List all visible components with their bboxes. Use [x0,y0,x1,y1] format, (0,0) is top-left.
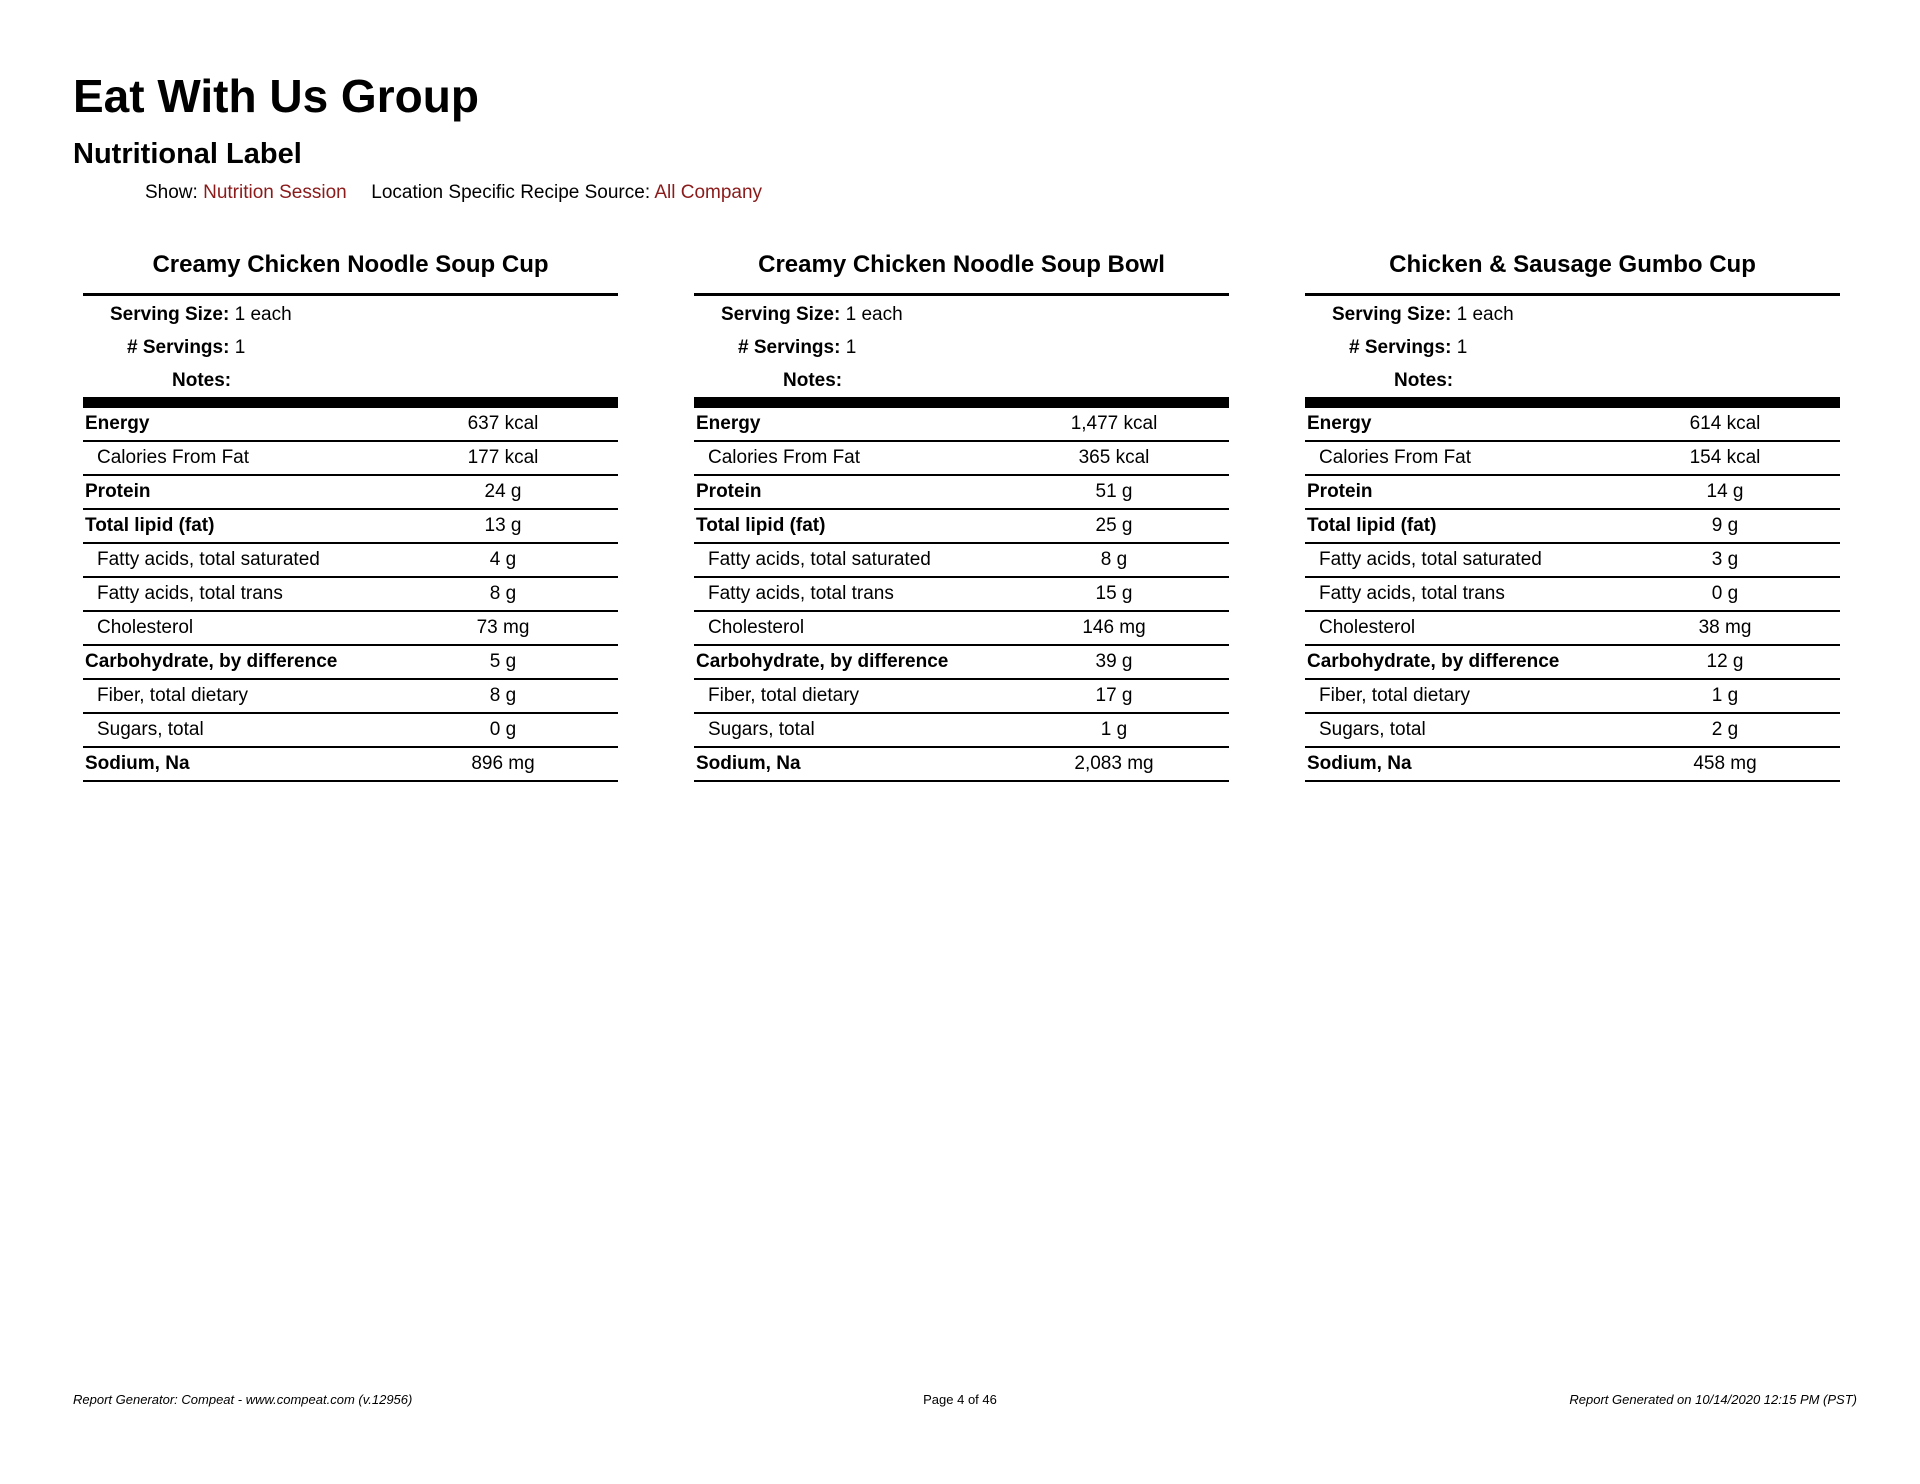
serving-info [1305,296,1840,397]
nutrient-row-trans-fat [694,578,1229,612]
nutrient-value: 177 kcal [467,447,539,468]
nutrient-name: Fatty acids, total saturated [708,549,931,570]
nutrient-name: Carbohydrate, by difference [85,651,338,672]
nutrient-row-total-fat [1305,510,1840,544]
nutrient-value: 614 kcal [1689,413,1761,434]
nutrient-row-sodium [83,748,618,782]
heavy-divider [694,397,1229,408]
nutrient-value: 1,477 kcal [1070,413,1158,434]
nutrient-row-fiber [694,680,1229,714]
serving-size-label: Serving Size: [1332,304,1452,325]
nutrient-value: 8 g [489,685,517,706]
servings-value: 1 [1456,337,1468,358]
nutrition-card [1305,245,1840,782]
serving-size-label: Serving Size: [721,304,841,325]
page-number-footer: Page 4 of 46 [923,1392,997,1407]
nutrient-name: Fiber, total dietary [1319,685,1471,706]
notes-row [1394,364,1453,397]
nutrient-row-fiber [1305,680,1840,714]
nutrient-name: Protein [85,481,151,502]
nutrient-name: Carbohydrate, by difference [696,651,949,672]
recipe-title: Chicken & Sausage Gumbo Cup [1305,245,1840,296]
nutrient-value: 2,083 mg [1074,753,1154,774]
servings-row [127,331,245,364]
location-value: All Company [654,182,763,203]
nutrient-row-cholesterol [83,612,618,646]
nutrient-row-saturated-fat [83,544,618,578]
notes-label: Notes: [172,370,232,391]
serving-size-value: 1 each [845,304,903,325]
nutrient-row-sodium [694,748,1229,782]
nutrient-value: 0 g [489,719,517,740]
serving-size-value: 1 each [1456,304,1514,325]
nutrient-row-fiber [83,680,618,714]
serving-size-row [1332,298,1514,331]
servings-label: # Servings: [738,337,841,358]
nutrient-name: Calories From Fat [708,447,861,468]
nutrient-name: Energy [696,413,761,434]
nutrient-value: 365 kcal [1078,447,1150,468]
nutrient-row-energy [1305,408,1840,442]
nutrient-row-cholesterol [694,612,1229,646]
nutrient-name: Cholesterol [708,617,805,638]
nutrient-value: 458 mg [1693,753,1757,774]
nutrient-row-sugars [694,714,1229,748]
recipe-title: Creamy Chicken Noodle Soup Bowl [694,245,1229,296]
nutrient-value: 38 mg [1698,617,1752,638]
notes-label: Notes: [783,370,843,391]
nutrient-value: 3 g [1711,549,1739,570]
nutrient-row-energy [83,408,618,442]
nutrient-name: Cholesterol [97,617,194,638]
nutrient-value: 0 g [1711,583,1739,604]
nutrient-name: Energy [1307,413,1372,434]
nutrient-name: Fatty acids, total trans [1319,583,1505,604]
recipe-title: Creamy Chicken Noodle Soup Cup [83,245,618,296]
report-filters [145,180,762,206]
heavy-divider [1305,397,1840,408]
nutrient-row-energy [694,408,1229,442]
nutrient-row-protein [83,476,618,510]
nutrient-row-protein [694,476,1229,510]
serving-info [83,296,618,397]
nutrient-name: Protein [1307,481,1373,502]
nutrient-row-saturated-fat [694,544,1229,578]
nutrient-value: 2 g [1711,719,1739,740]
nutrient-value: 8 g [489,583,517,604]
nutrient-row-total-fat [83,510,618,544]
nutrient-row-calories-from-fat [694,442,1229,476]
notes-label: Notes: [1394,370,1454,391]
servings-value: 1 [234,337,246,358]
nutrient-value: 896 mg [471,753,535,774]
servings-label: # Servings: [127,337,230,358]
nutrient-value: 13 g [484,515,522,536]
nutrient-value: 8 g [1100,549,1128,570]
nutrient-value: 51 g [1095,481,1133,502]
nutrient-name: Fiber, total dietary [708,685,860,706]
nutrient-value: 1 g [1100,719,1128,740]
nutrient-name: Fatty acids, total saturated [1319,549,1542,570]
nutrient-name: Sodium, Na [1307,753,1412,774]
nutrient-name: Sugars, total [97,719,204,740]
nutrition-card [694,245,1229,782]
serving-size-value: 1 each [234,304,292,325]
nutrient-value: 12 g [1706,651,1744,672]
location-label: Location Specific Recipe Source: [371,182,651,203]
serving-size-row [110,298,292,331]
notes-row [172,364,231,397]
nutrient-value: 5 g [489,651,517,672]
nutrient-name: Total lipid (fat) [1307,515,1437,536]
nutrient-value: 24 g [484,481,522,502]
heavy-divider [83,397,618,408]
servings-value: 1 [845,337,857,358]
serving-size-row [721,298,903,331]
nutrient-name: Carbohydrate, by difference [1307,651,1560,672]
servings-row [738,331,856,364]
nutrient-name: Protein [696,481,762,502]
nutrient-value: 9 g [1711,515,1739,536]
nutrient-name: Fiber, total dietary [97,685,249,706]
nutrient-value: 17 g [1095,685,1133,706]
nutrient-name: Total lipid (fat) [696,515,826,536]
company-title: Eat With Us Group [73,70,479,122]
nutrient-row-calories-from-fat [83,442,618,476]
nutrient-value: 39 g [1095,651,1133,672]
show-label: Show: [145,182,198,203]
servings-label: # Servings: [1349,337,1452,358]
nutrient-name: Fatty acids, total saturated [97,549,320,570]
nutrient-value: 154 kcal [1689,447,1761,468]
nutrient-row-calories-from-fat [1305,442,1840,476]
nutrient-name: Fatty acids, total trans [97,583,283,604]
nutrient-name: Sugars, total [1319,719,1426,740]
report-generated-footer: Report Generated on 10/14/2020 12:15 PM (PST) [1569,1392,1857,1407]
nutrient-row-sodium [1305,748,1840,782]
nutrient-name: Sugars, total [708,719,815,740]
nutrient-name: Calories From Fat [1319,447,1472,468]
show-value: Nutrition Session [203,182,347,203]
nutrient-row-carbohydrate [1305,646,1840,680]
nutrient-name: Cholesterol [1319,617,1416,638]
serving-info [694,296,1229,397]
notes-row [783,364,842,397]
nutrient-name: Calories From Fat [97,447,250,468]
nutrition-card [83,245,618,782]
nutrient-value: 25 g [1095,515,1133,536]
nutrient-value: 637 kcal [467,413,539,434]
nutrient-name: Total lipid (fat) [85,515,215,536]
nutrient-name: Sodium, Na [85,753,190,774]
nutrient-value: 4 g [489,549,517,570]
nutrient-row-carbohydrate [694,646,1229,680]
nutrient-row-sugars [83,714,618,748]
nutrient-value: 146 mg [1082,617,1146,638]
nutrient-row-sugars [1305,714,1840,748]
nutrient-name: Energy [85,413,150,434]
nutrient-value: 14 g [1706,481,1744,502]
nutrient-row-cholesterol [1305,612,1840,646]
nutrient-value: 73 mg [476,617,530,638]
nutrient-name: Fatty acids, total trans [708,583,894,604]
report-title: Nutritional Label [73,138,302,170]
nutrient-row-protein [1305,476,1840,510]
nutrient-row-trans-fat [1305,578,1840,612]
servings-row [1349,331,1467,364]
nutrient-row-carbohydrate [83,646,618,680]
nutrient-row-total-fat [694,510,1229,544]
nutrient-name: Sodium, Na [696,753,801,774]
report-generator-footer: Report Generator: Compeat - www.compeat.com (v.12956) [73,1392,413,1407]
nutrient-row-saturated-fat [1305,544,1840,578]
serving-size-label: Serving Size: [110,304,230,325]
nutrient-value: 1 g [1711,685,1739,706]
nutrient-row-trans-fat [83,578,618,612]
nutrient-value: 15 g [1095,583,1133,604]
